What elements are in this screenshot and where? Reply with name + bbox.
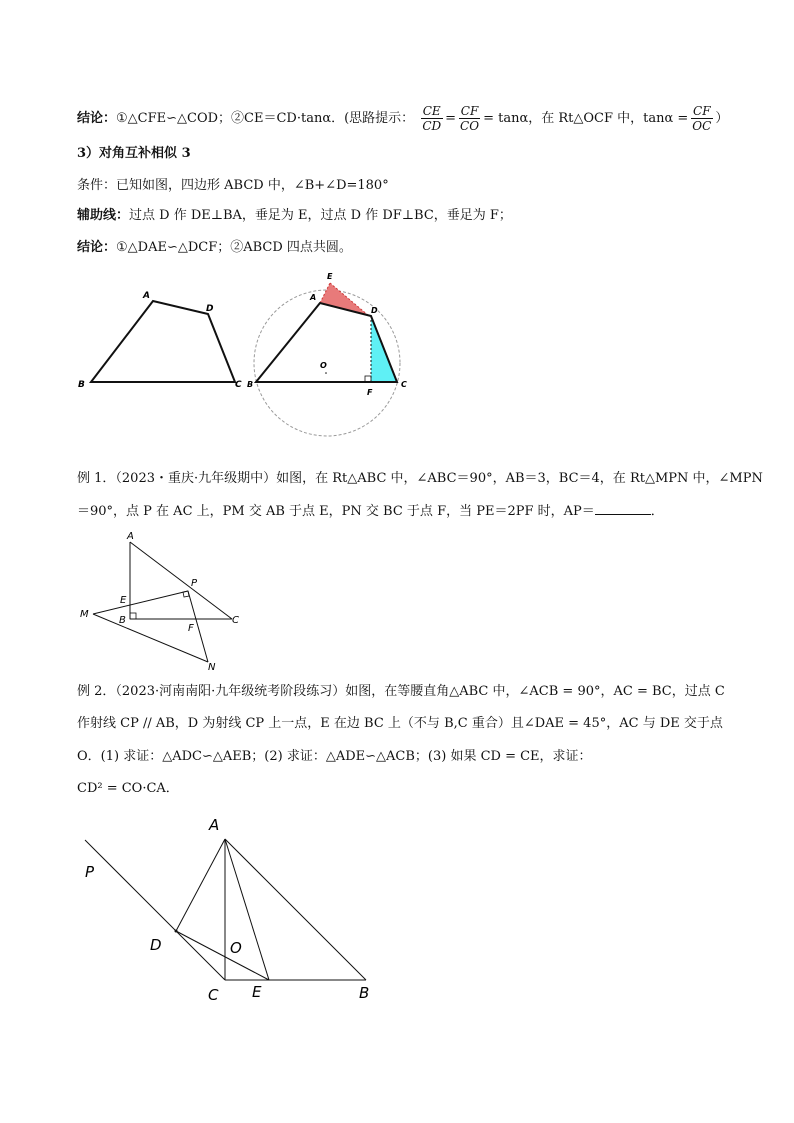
label-right-A: A (310, 293, 317, 302)
label-ex1-M: M (80, 609, 89, 620)
condition-text: 已知如图，四边形 ABCD 中，∠B+∠D=180° (116, 178, 389, 193)
example2-line3: O．(1) 求证：△ADC∽△AEB；(2) 求证：△ADE∽△ACB；(3) 如果 CD = CE，求证： (77, 749, 592, 764)
center-dot (325, 372, 327, 374)
label-left-D: D (206, 304, 214, 314)
conclusion-line-2 (77, 238, 352, 258)
conclusion-text-part1: ①△CFE∽△COD；②CE＝CD·tanα．(思路提示： (116, 111, 415, 126)
label-left-A: A (143, 291, 150, 301)
segment-de (176, 931, 269, 980)
example1-line1: 例 1．（2023・重庆·九年级期中）如图，在 Rt△ABC 中，∠ABC＝90°，AB＝3，BC＝4，在 Rt△MPN 中，∠MPN (77, 471, 763, 486)
conclusion-text-part2: = tanα，在 Rt△OCF 中，tanα = (483, 111, 689, 126)
segment-ad (176, 839, 225, 931)
right-angle-b (130, 613, 136, 619)
fraction-cf-oc: $\frac{CF}{OC}$ (692, 104, 712, 133)
label-ex2-O: O (230, 939, 242, 957)
condition-label: 条件： (77, 178, 117, 193)
aux-label: 辅助线： (77, 208, 130, 223)
label-ex2-C: C (208, 986, 219, 1004)
label-right-C: C (401, 380, 407, 389)
label-ex1-B: B (119, 615, 126, 626)
label-right-O: O (320, 361, 327, 370)
label-ex1-E: E (120, 595, 127, 606)
label-ex2-P: P (85, 863, 95, 881)
equals-1: = (445, 111, 457, 126)
condition-line (77, 176, 389, 196)
conclusion-label: 结论： (77, 111, 117, 126)
answer-blank[interactable] (595, 502, 651, 515)
conclusion2-text: ①△DAE∽△DCF；②ABCD 四点共圆。 (116, 240, 352, 255)
label-right-D: D (371, 306, 378, 315)
ray-cp (85, 840, 225, 980)
conclusion2-label: 结论： (77, 240, 117, 255)
label-ex2-D: D (150, 936, 162, 954)
aux-text: 过点 D 作 DE⊥BA，垂足为 E，过点 D 作 DF⊥BC，垂足为 F； (129, 208, 512, 223)
segment-mp (93, 591, 188, 614)
figure-example2 (75, 808, 385, 1008)
label-ex1-P: P (191, 578, 198, 589)
segment-ac (130, 542, 232, 619)
label-ex1-C: C (232, 615, 239, 626)
section-title: 3）对角互补相似 3 (77, 146, 191, 161)
label-left-C: C (235, 380, 242, 390)
example1-line2: ＝90°，点 P 在 AC 上，PM 交 AB 于点 E，PN 交 BC 于点 F，当 PE＝2PF 时，AP＝ ． (77, 504, 664, 519)
conclusion-line-1: 结论：①△CFE∽△COD；②CE＝CD·tanα．(思路提示： $\frac{CE}{CD}$ = $\frac{CF}{CO}$ = tanα，在 Rt△OCF 中，tanα = $\frac{CF}{OC}$ ） (77, 104, 729, 133)
label-right-E: E (327, 272, 333, 281)
label-right-B: B (247, 380, 254, 389)
example2-line4: CD² = CO·CA． (77, 781, 179, 796)
label-ex2-E: E (252, 983, 262, 1001)
segment-mn (93, 614, 208, 662)
label-ex2-A: A (209, 816, 220, 834)
figure-example1 (75, 528, 250, 673)
label-ex1-F: F (188, 623, 194, 634)
example2-line1: 例 2．（2023·河南南阳·九年级统考阶段练习）如图，在等腰直角△ABC 中，∠ACB = 90°，AC = BC，过点 C (77, 684, 725, 699)
point-d (175, 930, 178, 933)
figure-quadrilateral (75, 265, 420, 445)
segment-ab-2 (225, 839, 366, 980)
label-left-B: B (78, 380, 85, 390)
example2-line2: 作射线 CP // AB，D 为射线 CP 上一点，E 在边 BC 上（不与 B,C 重合）且∠DAE = 45°，AC 与 DE 交于点 (77, 716, 723, 731)
label-right-F: F (367, 388, 373, 397)
fraction-ce-cd: $\frac{CE}{CD}$ (422, 104, 442, 133)
fraction-cf-co: $\frac{CF}{CO}$ (460, 104, 480, 133)
label-ex2-B: B (359, 984, 370, 1002)
segment-ae (225, 839, 269, 980)
aux-line (77, 206, 512, 226)
label-ex1-N: N (208, 662, 216, 673)
label-ex1-A: A (127, 531, 134, 542)
